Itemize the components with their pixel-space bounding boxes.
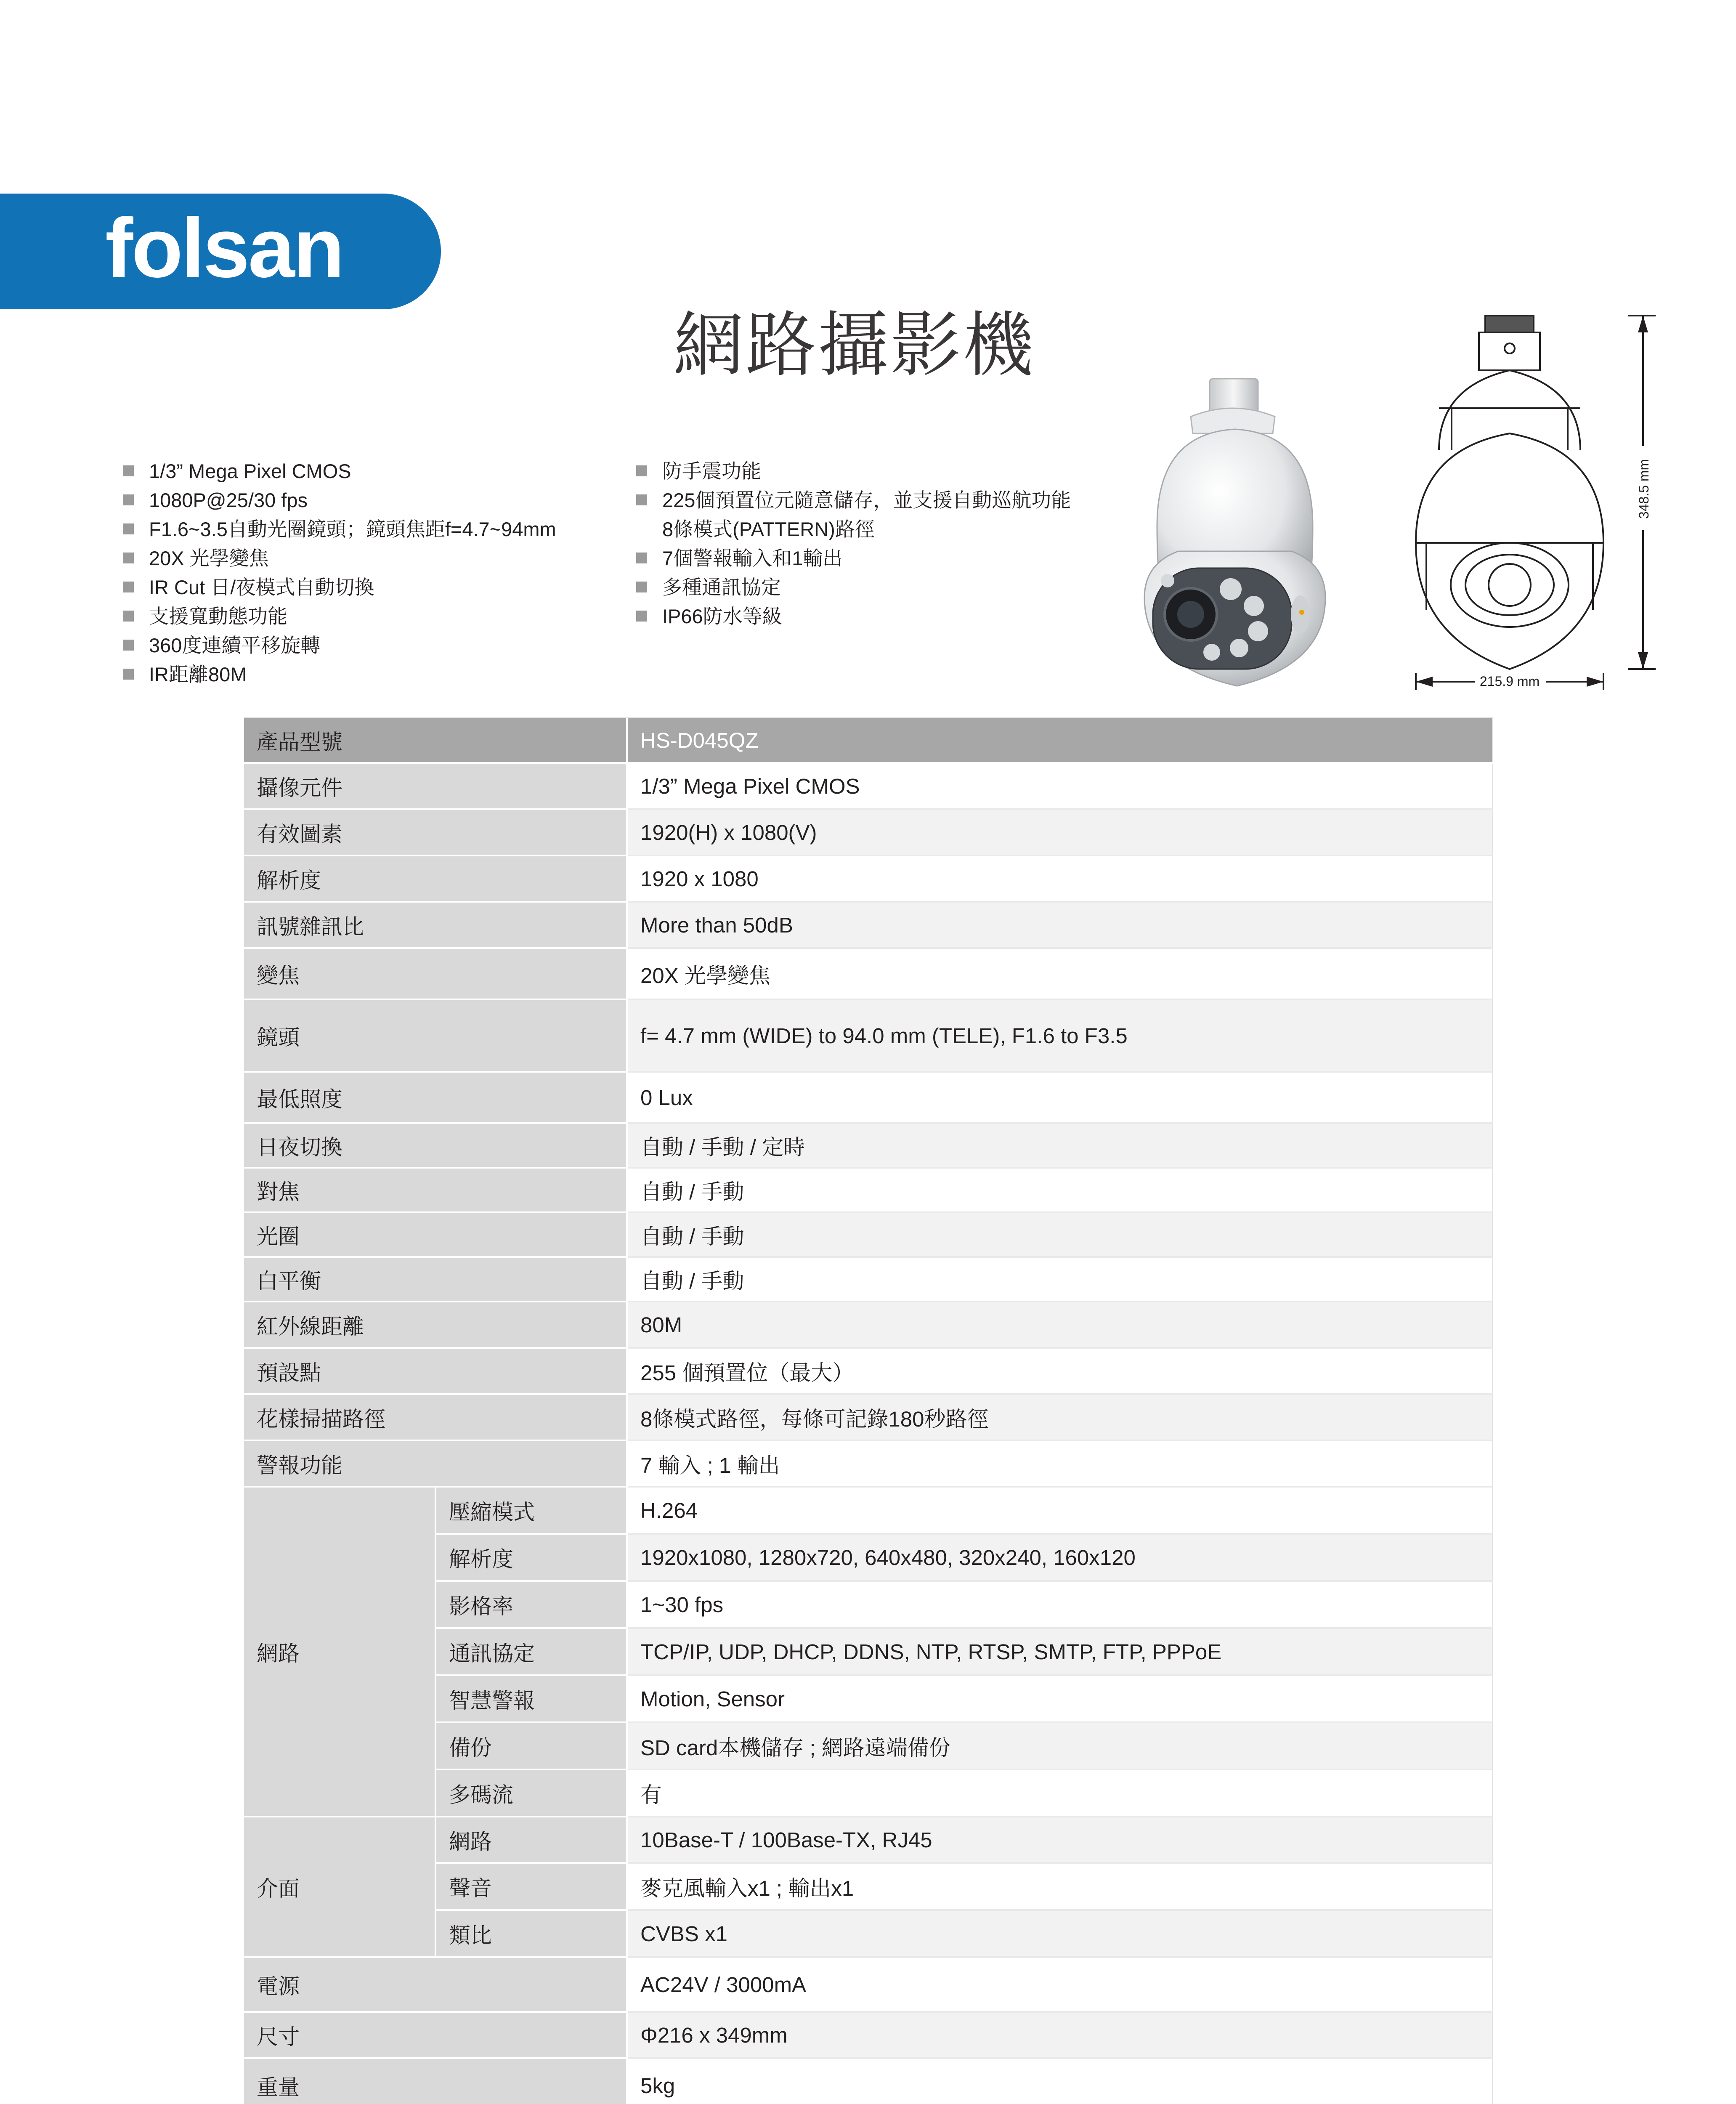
spec-value: 1920x1080, 1280x720, 640x480, 320x240, 160x120 xyxy=(627,1534,1492,1581)
feature-item: 防手震功能 xyxy=(636,457,1071,486)
table-row xyxy=(244,948,1492,999)
height-dimension-label: 348.5 mm xyxy=(1636,459,1651,519)
table-row xyxy=(244,855,1492,902)
spec-key: 最低照度 xyxy=(244,1072,627,1123)
bullet-icon xyxy=(636,553,647,563)
spec-subkey: 備份 xyxy=(435,1722,627,1769)
spec-subkey: 類比 xyxy=(435,1910,627,1957)
bullet-icon xyxy=(636,611,647,622)
table-row xyxy=(244,1817,1492,1863)
spec-key: 花樣掃描路徑 xyxy=(244,1394,627,1440)
feature-item: 支援寬動態功能 xyxy=(123,602,556,631)
spec-value: More than 50dB xyxy=(627,902,1492,948)
feature-item: 多種通訊協定 xyxy=(636,573,1071,602)
spec-key: 變焦 xyxy=(244,948,627,999)
feature-item: F1.6~3.5自動光圈鏡頭；鏡頭焦距f=4.7~94mm xyxy=(123,515,556,544)
table-row xyxy=(244,1394,1492,1440)
spec-value: 1/3” Mega Pixel CMOS xyxy=(627,763,1492,809)
page-title: 網路攝影機 xyxy=(673,304,1035,386)
spec-value: 有 xyxy=(627,1769,1492,1817)
spec-value: 自動 / 手動 xyxy=(627,1257,1492,1302)
bullet-icon xyxy=(636,465,647,476)
spec-value: TCP/IP, UDP, DHCP, DDNS, NTP, RTSP, SMTP, FTP, PPPoE xyxy=(627,1628,1492,1675)
table-row xyxy=(244,718,1492,763)
spec-value: 1~30 fps xyxy=(627,1581,1492,1628)
spec-subkey: 聲音 xyxy=(435,1863,627,1910)
spec-key: 對焦 xyxy=(244,1168,627,1212)
table-row xyxy=(244,1440,1492,1487)
spec-value: 10Base-T / 100Base-TX, RJ45 xyxy=(627,1817,1492,1863)
spec-group-label: 網路 xyxy=(244,1487,435,1817)
bullet-icon xyxy=(123,553,134,563)
spec-key: 解析度 xyxy=(244,855,627,902)
spec-value: SD card本機儲存 ; 網路遠端備份 xyxy=(627,1722,1492,1769)
spec-value: 麥克風輸入x1 ; 輸出x1 xyxy=(627,1863,1492,1910)
spec-value: 自動 / 手動 xyxy=(627,1168,1492,1212)
spec-value: 20X 光學變焦 xyxy=(627,948,1492,999)
table-row xyxy=(244,1072,1492,1123)
spec-key: 尺寸 xyxy=(244,2012,627,2058)
feature-list-left xyxy=(123,457,556,689)
spec-subkey: 通訊協定 xyxy=(435,1628,627,1675)
feature-item: 8條模式(PATTERN)路徑 xyxy=(662,518,875,540)
spec-value: 1920 x 1080 xyxy=(627,855,1492,902)
dimension-drawing xyxy=(1401,307,1662,694)
spec-key: 警報功能 xyxy=(244,1440,627,1487)
spec-value: 7 輸入 ; 1 輸出 xyxy=(627,1440,1492,1487)
spec-group-label: 介面 xyxy=(244,1817,435,1957)
feature-item: IR距離80M xyxy=(123,660,556,689)
brand-logo: folsan xyxy=(105,201,343,295)
feature-item: 360度連續平移旋轉 xyxy=(123,631,556,660)
table-row xyxy=(244,1212,1492,1257)
spec-value: f= 4.7 mm (WIDE) to 94.0 mm (TELE), F1.6 to F3.5 xyxy=(627,999,1492,1072)
feature-item: 225個預置位元隨意儲存，並支援自動巡航功能 xyxy=(636,486,1071,515)
spec-value: H.264 xyxy=(627,1487,1492,1534)
spec-value: 自動 / 手動 xyxy=(627,1212,1492,1257)
spec-key: 攝像元件 xyxy=(244,763,627,809)
bullet-icon xyxy=(123,465,134,476)
spec-table xyxy=(244,717,1493,2104)
bullet-icon xyxy=(123,640,134,651)
feature-item: IR Cut 日/夜模式自動切換 xyxy=(123,573,556,602)
width-dimension-label: 215.9 mm xyxy=(1479,674,1540,689)
spec-key: 產品型號 xyxy=(244,718,627,763)
spec-subkey: 影格率 xyxy=(435,1581,627,1628)
spec-value: 8條模式路徑，每條可記錄180秒路徑 xyxy=(627,1394,1492,1440)
spec-subkey: 網路 xyxy=(435,1817,627,1863)
table-row xyxy=(244,1957,1492,2012)
bullet-icon xyxy=(636,494,647,505)
feature-list-right xyxy=(636,457,1071,631)
feature-item: 20X 光學變焦 xyxy=(123,544,556,573)
spec-value: 80M xyxy=(627,1302,1492,1348)
spec-key: 預設點 xyxy=(244,1348,627,1394)
table-row xyxy=(244,1257,1492,1302)
table-row xyxy=(244,1302,1492,1348)
bullet-icon xyxy=(123,611,134,622)
table-row xyxy=(244,2058,1492,2104)
spec-value: AC24V / 3000mA xyxy=(627,1957,1492,2012)
bullet-icon xyxy=(123,669,134,680)
bullet-icon xyxy=(123,494,134,505)
spec-value: 自動 / 手動 / 定時 xyxy=(627,1123,1492,1168)
spec-key: 訊號雜訊比 xyxy=(244,902,627,948)
model-number: HS-D045QZ xyxy=(627,718,1492,763)
spec-key: 電源 xyxy=(244,1957,627,2012)
table-row xyxy=(244,1348,1492,1394)
table-row xyxy=(244,809,1492,855)
table-row xyxy=(244,902,1492,948)
table-row xyxy=(244,2012,1492,2058)
spec-subkey: 壓縮模式 xyxy=(435,1487,627,1534)
spec-key: 有效圖素 xyxy=(244,809,627,855)
bullet-icon xyxy=(123,582,134,592)
spec-key: 日夜切換 xyxy=(244,1123,627,1168)
spec-key: 紅外線距離 xyxy=(244,1302,627,1348)
spec-key: 鏡頭 xyxy=(244,999,627,1072)
table-row xyxy=(244,999,1492,1072)
spec-key: 白平衡 xyxy=(244,1257,627,1302)
feature-item: 1/3” Mega Pixel CMOS xyxy=(123,457,556,486)
spec-key: 光圈 xyxy=(244,1212,627,1257)
spec-subkey: 智慧警報 xyxy=(435,1675,627,1722)
spec-value: 1920(H) x 1080(V) xyxy=(627,809,1492,855)
feature-item: 7個警報輸入和1輸出 xyxy=(636,544,1071,573)
spec-value: 0 Lux xyxy=(627,1072,1492,1123)
table-row xyxy=(244,1487,1492,1534)
spec-key: 重量 xyxy=(244,2058,627,2104)
bullet-icon xyxy=(636,582,647,592)
table-row xyxy=(244,1123,1492,1168)
spec-value: CVBS x1 xyxy=(627,1910,1492,1957)
table-row xyxy=(244,1168,1492,1212)
bullet-icon xyxy=(123,523,134,534)
spec-value: 255 個預置位（最大） xyxy=(627,1348,1492,1394)
spec-subkey: 解析度 xyxy=(435,1534,627,1581)
feature-item: 1080P@25/30 fps xyxy=(123,486,556,515)
spec-value: 5kg xyxy=(627,2058,1492,2104)
spec-value: Φ216 x 349mm xyxy=(627,2012,1492,2058)
table-row xyxy=(244,763,1492,809)
spec-value: Motion, Sensor xyxy=(627,1675,1492,1722)
camera-photo xyxy=(1128,370,1346,699)
feature-item: IP66防水等級 xyxy=(636,602,1071,631)
spec-subkey: 多碼流 xyxy=(435,1769,627,1817)
